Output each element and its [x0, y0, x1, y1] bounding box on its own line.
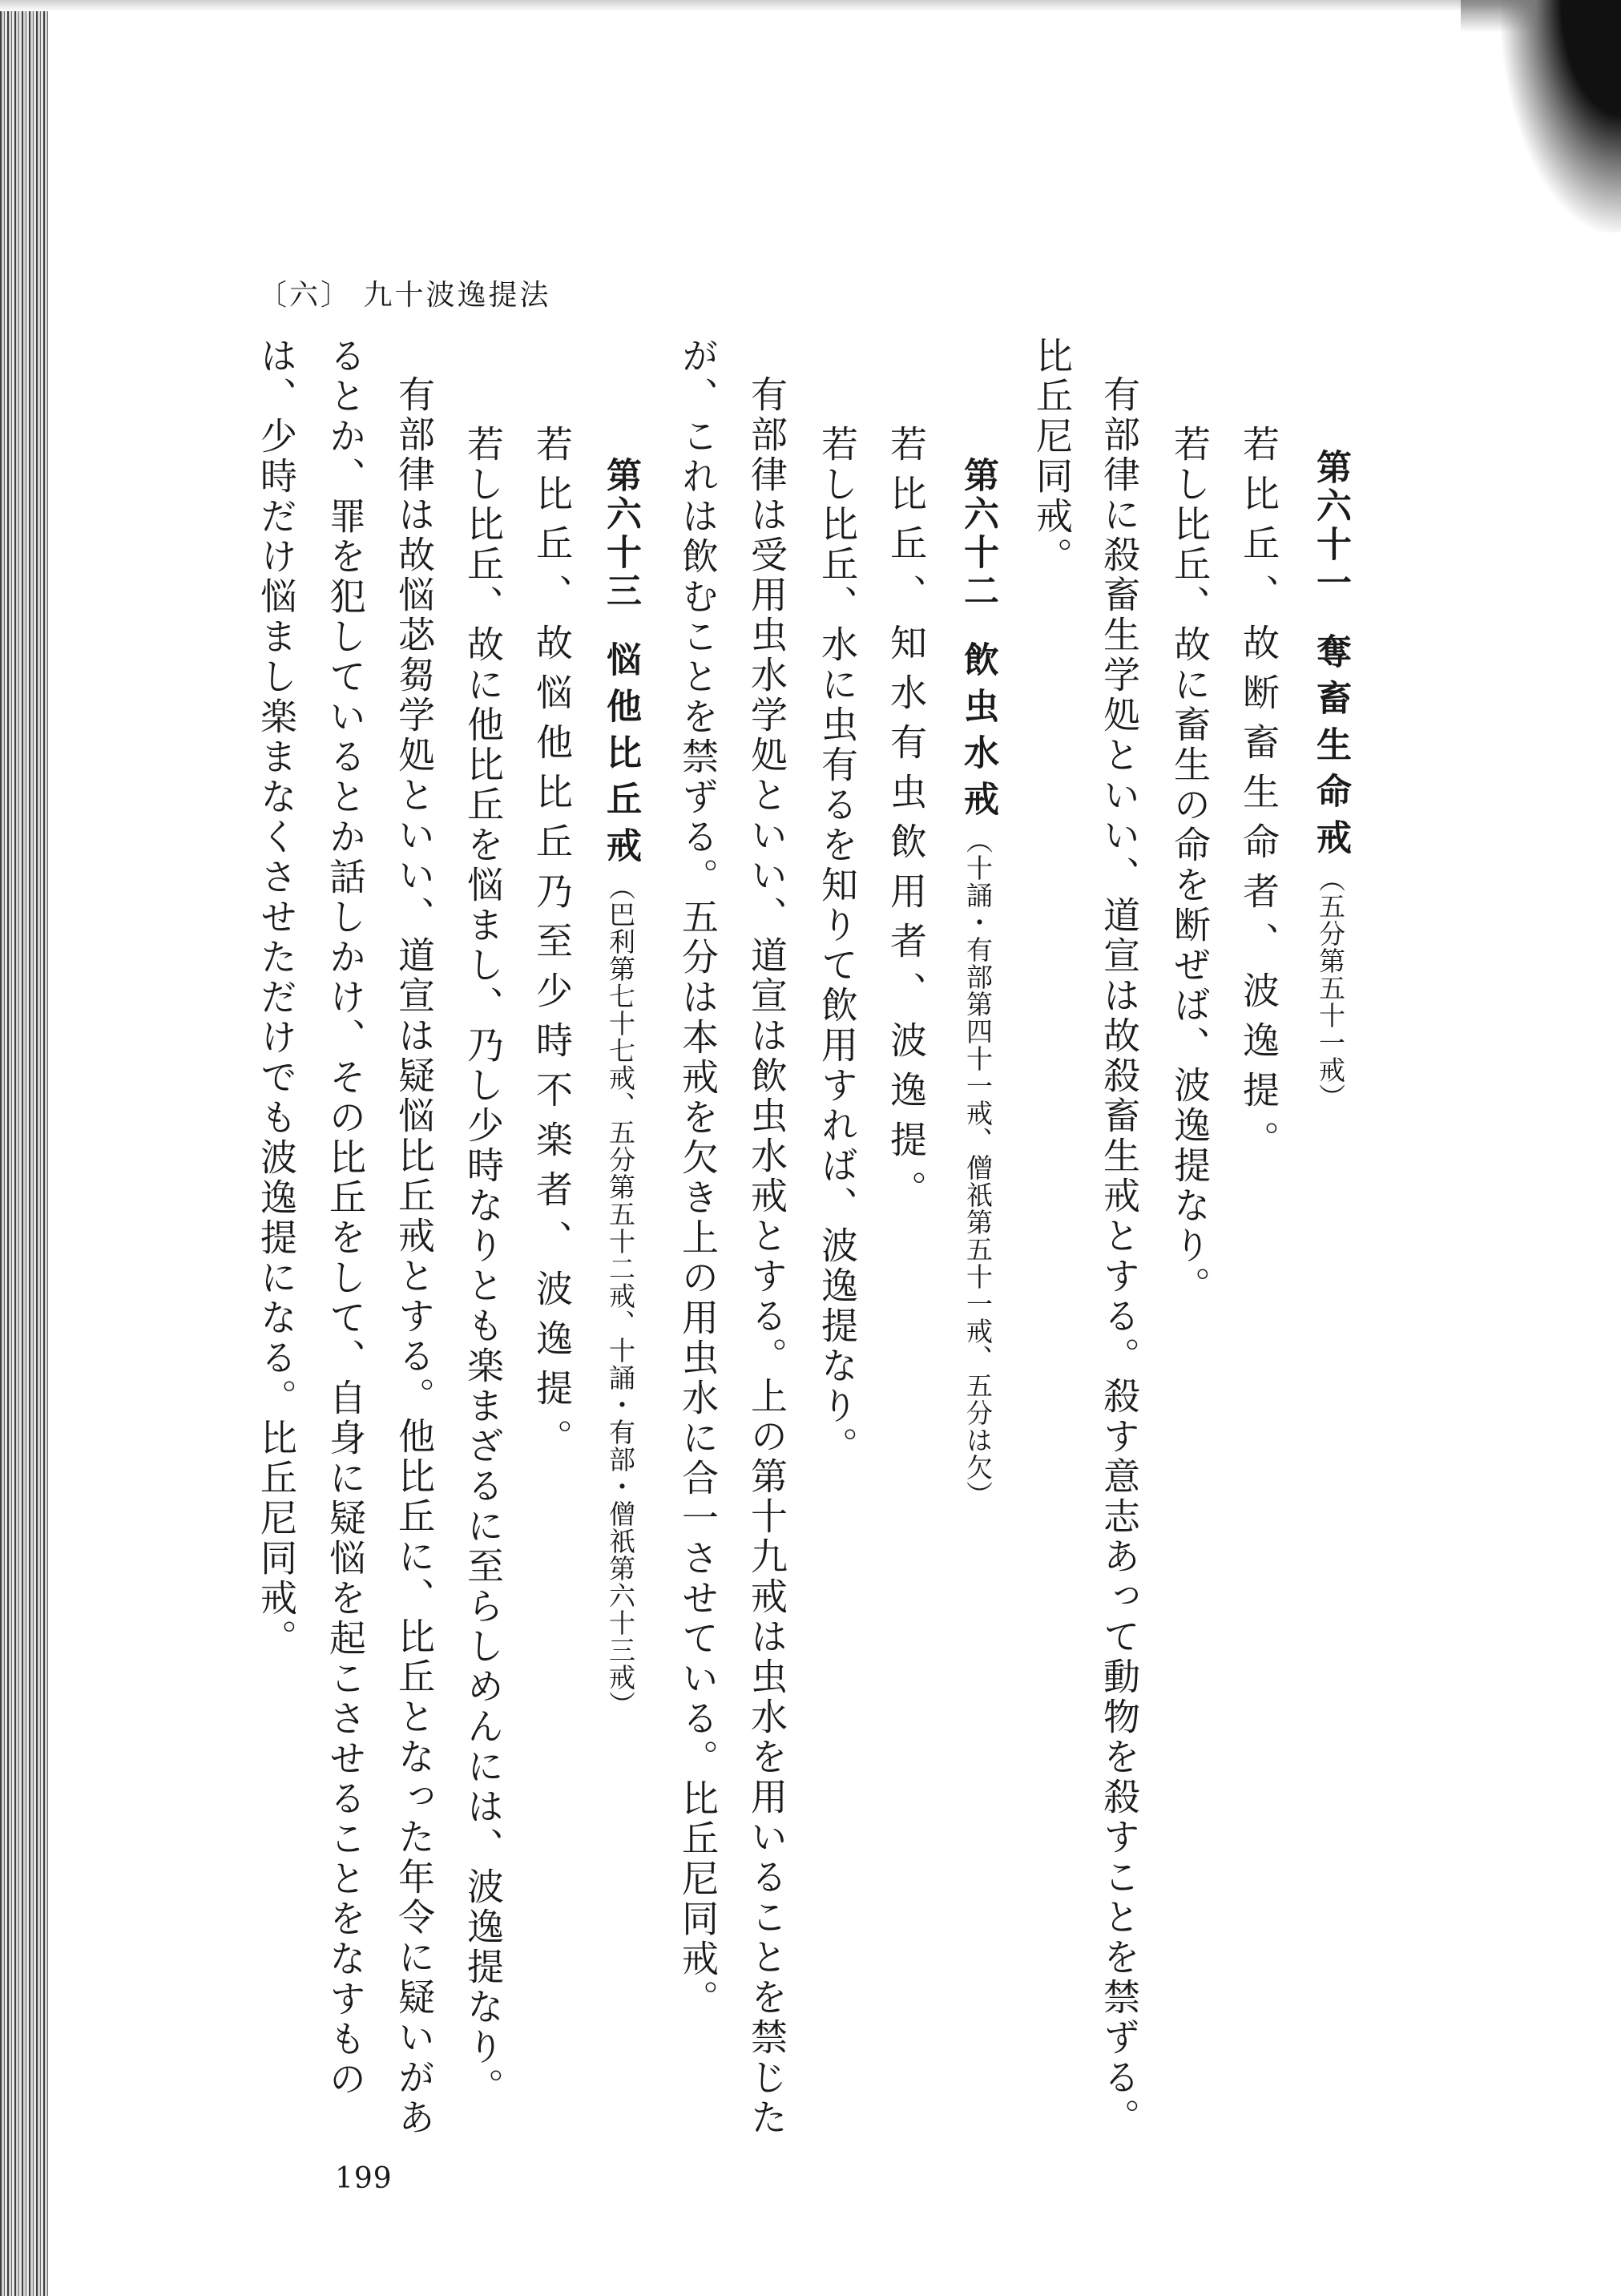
commentary-line: るとか、罪を犯しているとか話しかけ、その比丘をして、自身に疑悩を起こさせることをなすもの: [324, 337, 367, 2100]
page-corner-curl: [1501, 0, 1621, 232]
section-heading-61: [1310, 449, 1351, 1111]
section-number: 第六十二: [958, 457, 998, 611]
commentary-line: 有部律は故悩苾芻学処といい、道宣は疑悩比丘戒とする。他比丘に、比丘となった年令に疑いがあ: [393, 375, 436, 2138]
commentary-line: は、少時だけ悩まし楽まなくさせただけでも波逸提になる。比丘尼同戒。: [255, 337, 298, 1659]
page-top-edge: [0, 0, 1621, 11]
running-header: 〔六〕 九十波逸提法: [258, 279, 551, 312]
section-number: 第六十一: [1310, 449, 1351, 603]
section-title: 奪畜生命戒: [1310, 633, 1351, 866]
precept-text: 若比丘、故悩他比丘乃至少時不楽者、波逸提。: [530, 425, 574, 1468]
commentary-line: 比丘尼同戒。: [1030, 337, 1074, 577]
section-title: 悩他比丘戒: [600, 641, 641, 874]
section-note: （十誦・有部第四十一戒、僧祇第五十一戒、五分は欠）: [962, 827, 994, 1508]
precept-reading: 若し比丘、水に虫有るを知りて飲用すれば、波逸提なり。: [816, 425, 859, 1467]
section-note: （五分第五十一戒）: [1315, 866, 1346, 1111]
precept-text: 若比丘、知水有虫飲用者、波逸提。: [885, 425, 928, 1220]
precept-reading: 若し比丘、故に他比丘を悩まし、乃し少時なりとも楽まざるに至らしめんには、波逸提なり。: [462, 425, 505, 2108]
commentary-line: 有部律は受用虫水学処といい、道宣は飲虫水戒とする。上の第十九戒は虫水を用いることを禁じた: [745, 375, 788, 2138]
page-number: 199: [335, 2162, 393, 2195]
section-title: 飲虫水戒: [958, 641, 998, 827]
commentary-line: 有部律に殺畜生学処といい、道宣は故殺畜生戒とする。殺す意志あって動物を殺すことを禁ずる。: [1098, 375, 1141, 2138]
section-note: （巴利第七十七戒、五分第五十二戒、十誦・有部・僧祇第六十三戒）: [605, 874, 636, 1718]
section-heading-63: [600, 457, 641, 1718]
precept-text: 若比丘、故断畜生命者、波逸提。: [1237, 425, 1280, 1170]
section-number: 第六十三: [600, 457, 641, 611]
section-heading-62: [958, 457, 998, 1508]
precept-reading: 若し比丘、故に畜生の命を断ぜば、波逸提なり。: [1168, 425, 1212, 1306]
commentary-line: が、これは飲むことを禁ずる。五分は本戒を欠き上の用虫水に合一させている。比丘尼同戒。: [676, 337, 720, 2020]
page-binding-edge: [0, 0, 48, 2296]
